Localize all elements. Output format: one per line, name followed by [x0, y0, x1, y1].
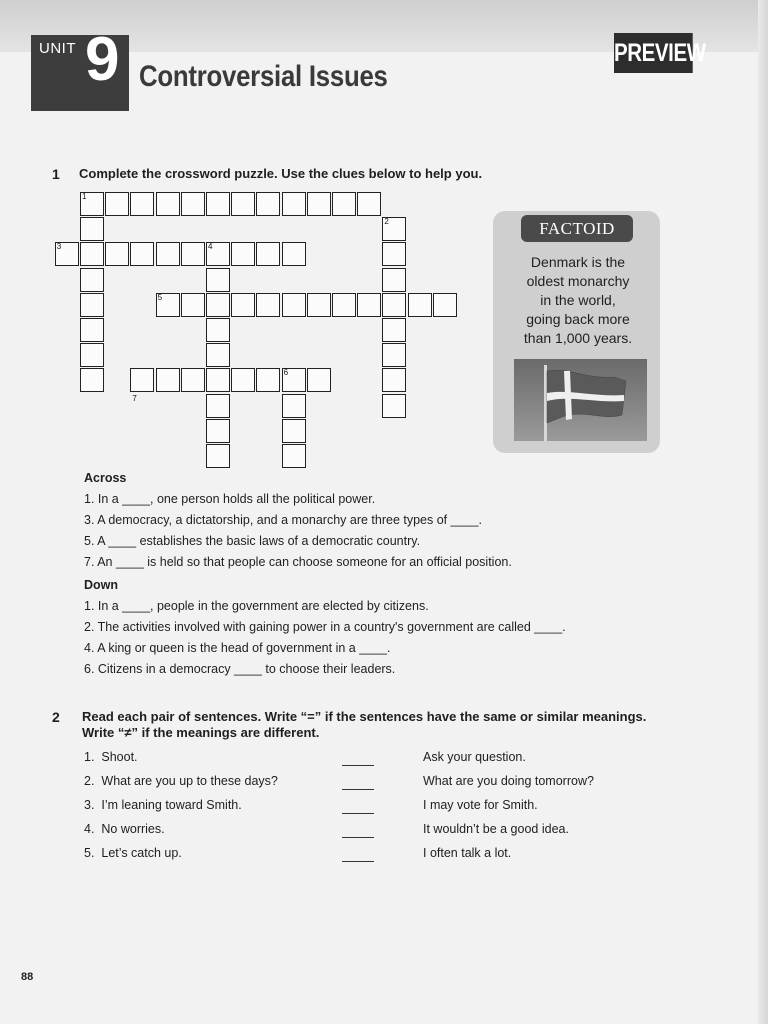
- pair-left-text: No worries.: [101, 822, 165, 836]
- down-clue: 6. Citizens in a democracy ____ to choose their leaders.: [84, 662, 396, 676]
- crossword-clue-number: 3: [56, 242, 62, 252]
- crossword-cell[interactable]: [332, 293, 356, 317]
- pair-right-sentence: What are you doing tomorrow?: [423, 774, 594, 788]
- crossword-cell[interactable]: [231, 242, 255, 266]
- crossword-cell[interactable]: [156, 368, 180, 392]
- pair-number: 5.: [84, 846, 95, 860]
- crossword-cell[interactable]: [181, 368, 205, 392]
- down-clue: 4. A king or queen is the head of government in a ____.: [84, 641, 391, 655]
- crossword-cell[interactable]: [206, 318, 230, 342]
- pair-left-sentence: [84, 846, 182, 860]
- crossword-cell[interactable]: [181, 192, 205, 216]
- danish-flag-photo: [514, 359, 647, 441]
- factoid-line: than 1,000 years.: [523, 330, 633, 346]
- crossword-cell[interactable]: [382, 293, 406, 317]
- crossword-cell[interactable]: [181, 293, 205, 317]
- answer-blank[interactable]: [342, 836, 374, 838]
- crossword-cell[interactable]: [256, 192, 280, 216]
- across-clue: 3. A democracy, a dictatorship, and a monarchy are three types of ____.: [84, 513, 482, 527]
- down-heading: Down: [84, 578, 119, 592]
- crossword-cell[interactable]: [80, 368, 104, 392]
- across-clue: 7. An ____ is held so that people can choose someone for an official position.: [84, 555, 512, 569]
- crossword-cell[interactable]: [80, 293, 104, 317]
- pair-number: 3.: [84, 798, 95, 812]
- crossword-cell[interactable]: [80, 217, 104, 241]
- pair-number: 1.: [84, 750, 95, 764]
- across-clue: 1. In a ____, one person holds all the political power.: [84, 492, 376, 506]
- pair-number: 2.: [84, 774, 95, 788]
- crossword-clue-number: 7: [132, 393, 137, 403]
- crossword-cell[interactable]: [332, 192, 356, 216]
- factoid-line: going back more: [526, 311, 630, 327]
- crossword-cell[interactable]: [282, 444, 306, 468]
- answer-blank[interactable]: [342, 860, 374, 862]
- answer-blank[interactable]: [342, 812, 374, 814]
- crossword-cell[interactable]: [307, 368, 331, 392]
- preview-badge: PREVIEW: [614, 33, 693, 73]
- crossword-cell[interactable]: [105, 242, 129, 266]
- crossword-cell[interactable]: [130, 368, 154, 392]
- crossword-cell[interactable]: [80, 343, 104, 367]
- unit-label: UNIT: [39, 40, 76, 57]
- crossword-cell[interactable]: [231, 293, 255, 317]
- crossword-cell[interactable]: [307, 192, 331, 216]
- crossword-cell[interactable]: [80, 242, 104, 266]
- pair-left-text: What are you up to these days?: [101, 774, 278, 788]
- pair-left-text: Shoot.: [101, 750, 138, 764]
- crossword-cell[interactable]: [357, 192, 381, 216]
- crossword-cell[interactable]: [408, 293, 432, 317]
- exercise-2-instruction: Read each pair of sentences. Write “=” if the sentences have the same or similar meanings.: [82, 709, 647, 724]
- crossword-cell[interactable]: [382, 343, 406, 367]
- exercise-2-instruction: Write “≠” if the meanings are different.: [82, 725, 320, 740]
- crossword-clue-number: 1: [82, 192, 87, 201]
- page-edge-shadow: [758, 0, 768, 1024]
- unit-badge: [31, 25, 129, 111]
- crossword-cell[interactable]: [206, 192, 230, 216]
- down-clue: 1. In a ____, people in the government are elected by citizens.: [84, 599, 429, 613]
- exercise-2-number: 2: [52, 709, 60, 725]
- crossword-cell[interactable]: [130, 192, 154, 216]
- pair-left-sentence: [84, 774, 278, 788]
- factoid-text: [508, 253, 648, 348]
- unit-number: 9: [85, 25, 120, 94]
- crossword-cell[interactable]: [130, 242, 154, 266]
- crossword-cell[interactable]: [282, 293, 306, 317]
- crossword-clue-number: 2: [384, 217, 389, 227]
- crossword-cell[interactable]: [206, 293, 230, 317]
- crossword-cell[interactable]: [206, 444, 230, 468]
- crossword-cell[interactable]: [206, 419, 230, 443]
- pair-right-sentence: It wouldn’t be a good idea.: [423, 822, 569, 836]
- exercise-1-number: 1: [52, 166, 60, 182]
- crossword-cell[interactable]: [256, 368, 280, 392]
- crossword-cell[interactable]: [156, 192, 180, 216]
- page-title: Controversial Issues: [139, 60, 388, 93]
- across-clue: 5. A ____ establishes the basic laws of a democratic country.: [84, 534, 421, 548]
- pair-right-sentence: I may vote for Smith.: [423, 798, 538, 812]
- factoid-line: in the world,: [540, 292, 616, 308]
- crossword-cell[interactable]: [80, 268, 104, 292]
- factoid-line: oldest monarchy: [526, 273, 630, 289]
- factoid-title: FACTOID: [521, 215, 633, 242]
- pair-number: 4.: [84, 822, 95, 836]
- crossword-cell[interactable]: [382, 242, 406, 266]
- page-number: 88: [21, 971, 34, 983]
- crossword-cell[interactable]: [382, 368, 406, 392]
- crossword-cell[interactable]: [231, 192, 255, 216]
- answer-blank[interactable]: [342, 788, 374, 790]
- crossword-cell[interactable]: [256, 242, 280, 266]
- crossword-cell[interactable]: [105, 192, 129, 216]
- crossword-cell[interactable]: [282, 242, 306, 266]
- crossword-cell[interactable]: [156, 242, 180, 266]
- factoid-line: Denmark is the: [530, 254, 626, 270]
- pair-left-text: Let’s catch up.: [101, 846, 182, 860]
- crossword-cell[interactable]: [307, 293, 331, 317]
- crossword-cell[interactable]: [282, 394, 306, 418]
- pair-left-text: I’m leaning toward Smith.: [101, 798, 242, 812]
- crossword-cell[interactable]: [282, 419, 306, 443]
- crossword-cell[interactable]: [433, 293, 457, 317]
- crossword-clue-number: 6: [283, 368, 289, 378]
- crossword-cell[interactable]: [256, 293, 280, 317]
- pair-right-sentence: I often talk a lot.: [423, 846, 512, 860]
- crossword-clue-number: 4: [208, 242, 213, 252]
- crossword-cell[interactable]: [357, 293, 381, 317]
- crossword-cell[interactable]: [206, 368, 230, 392]
- crossword-cell[interactable]: [382, 394, 406, 418]
- crossword-clue-number: 5: [157, 292, 163, 302]
- crossword-cell[interactable]: [382, 268, 406, 292]
- crossword-cell[interactable]: [382, 318, 406, 342]
- pair-left-sentence: [84, 750, 138, 764]
- across-heading: Across: [84, 471, 127, 485]
- answer-blank[interactable]: [342, 764, 374, 766]
- pair-right-sentence: Ask your question.: [423, 750, 526, 764]
- crossword-cell[interactable]: [206, 394, 230, 418]
- crossword-cell[interactable]: [282, 192, 306, 216]
- crossword-cell[interactable]: [80, 318, 104, 342]
- pair-left-sentence: [84, 798, 242, 812]
- down-clue: 2. The activities involved with gaining power in a country's government are called ____.: [84, 620, 566, 634]
- pair-left-sentence: [84, 822, 165, 836]
- exercise-1-instruction: Complete the crossword puzzle. Use the clues below to help you.: [79, 166, 483, 181]
- crossword-cell[interactable]: [181, 242, 205, 266]
- crossword-cell[interactable]: [206, 268, 230, 292]
- crossword-cell[interactable]: [231, 368, 255, 392]
- crossword-cell[interactable]: [206, 343, 230, 367]
